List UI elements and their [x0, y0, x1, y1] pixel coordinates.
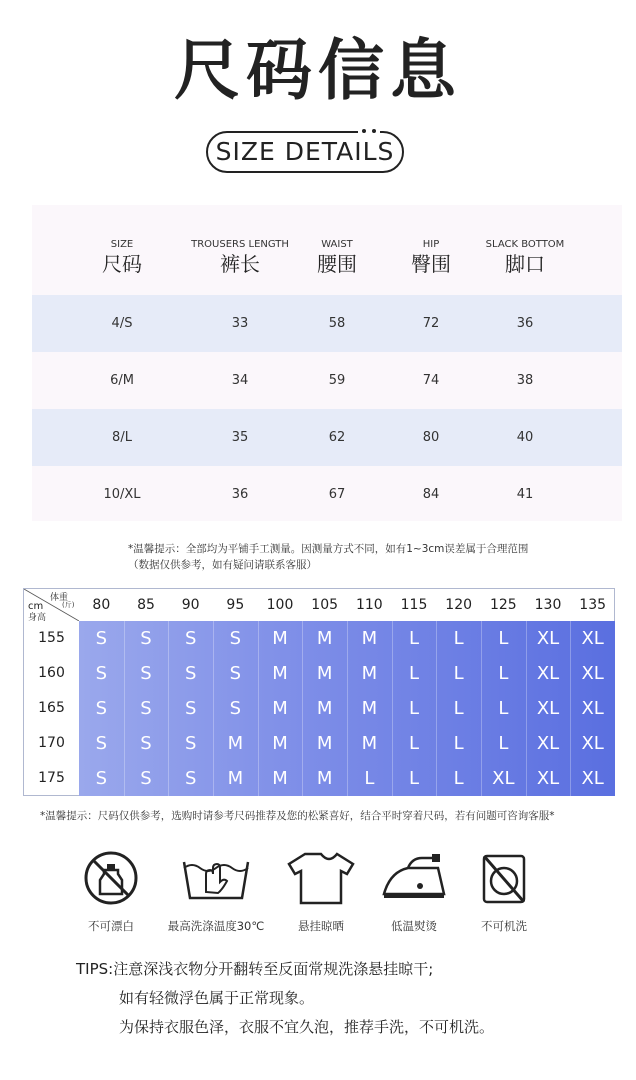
- fit-cell: XL: [536, 768, 560, 789]
- fit-cell: L: [453, 768, 464, 789]
- fit-cell: M: [272, 628, 288, 649]
- fit-cell: XL: [581, 698, 604, 719]
- weight-header: 85: [137, 597, 155, 613]
- height-label: 160: [38, 665, 65, 681]
- fit-cell: XL: [536, 733, 560, 754]
- care-label: 低温熨烫: [391, 919, 437, 933]
- fit-cell: XL: [581, 768, 604, 789]
- note-line: *温馨提示：全部均为平铺手工测量。因测量方式不同，如有1~3cm误差属于合理范围: [128, 543, 529, 555]
- fit-cell: M: [272, 733, 288, 754]
- hang-dry-icon: [281, 848, 361, 908]
- cell-bottom: 41: [516, 487, 534, 502]
- fit-cell: L: [453, 733, 464, 754]
- fit-cell: S: [95, 628, 108, 649]
- height-label: 175: [38, 770, 65, 786]
- weight-header: 95: [226, 597, 245, 613]
- grid-divider: [213, 621, 214, 796]
- wash-temperature-icon: [176, 848, 256, 908]
- cell-bottom: 40: [516, 430, 534, 445]
- weight-header: 120: [445, 597, 473, 613]
- fit-cell: XL: [492, 768, 515, 789]
- fit-cell: M: [316, 768, 333, 789]
- cell-length: 36: [231, 487, 249, 502]
- size-table-header: [32, 205, 622, 291]
- fit-cell: S: [184, 733, 197, 754]
- page-title: 尺码信息: [174, 32, 462, 109]
- subtitle-badge: [206, 131, 404, 173]
- fit-cell: M: [361, 628, 378, 649]
- weight-header: 80: [92, 597, 111, 613]
- header-trousers-length: TROUSERS LENGTH 裤长: [191, 239, 289, 276]
- header-size: SIZE 尺码: [102, 239, 142, 276]
- header-hip: HIP 臀围: [411, 239, 451, 276]
- cell-waist: 59: [328, 373, 346, 388]
- weight-header: 115: [400, 597, 428, 613]
- table-corner: [24, 589, 79, 621]
- cell-length: 33: [231, 316, 249, 331]
- fit-grid: [79, 621, 615, 796]
- fit-cell: S: [95, 768, 108, 789]
- fit-cell: XL: [536, 698, 560, 719]
- cell-length: 34: [231, 373, 249, 388]
- fit-cell: S: [140, 698, 152, 719]
- cell-waist: 58: [328, 316, 346, 331]
- fit-cell: M: [227, 733, 244, 754]
- fit-cell: S: [184, 698, 197, 719]
- subtitle-text: SIZE DETAILS: [215, 137, 395, 166]
- grid-divider: [347, 621, 348, 796]
- fit-cell: L: [453, 698, 464, 719]
- size-advice-note: *温馨提示：尺码仅供参考，选购时请参考尺码推荐及您的松紧喜好，结合平时穿着尺码，若有问题可咨询客服*: [40, 810, 555, 822]
- fit-cell: M: [316, 628, 333, 649]
- fit-cell: L: [408, 628, 420, 649]
- cell-size: 4/S: [111, 316, 133, 331]
- fit-cell: L: [408, 698, 420, 719]
- fit-cell: L: [453, 628, 464, 649]
- note-line: （数据仅供参考，如有疑问请联系客服）: [128, 559, 317, 571]
- tips-line-2: 如有轻微浮色属于正常现象。: [119, 989, 315, 1007]
- weight-header: 105: [311, 597, 339, 613]
- fit-cell: S: [184, 663, 197, 684]
- weight-header: 125: [489, 597, 517, 613]
- fit-cell: S: [95, 733, 108, 754]
- weight-header: 130: [534, 597, 562, 613]
- height-label: 165: [38, 700, 65, 716]
- fit-cell: M: [316, 663, 333, 684]
- fit-cell: S: [184, 768, 197, 789]
- no-machine-wash-icon: [464, 848, 544, 908]
- care-label: 不可机洗: [481, 919, 527, 933]
- cell-hip: 74: [422, 373, 440, 388]
- fit-cell: S: [140, 733, 152, 754]
- grid-divider: [436, 621, 437, 796]
- fit-cell: M: [361, 698, 378, 719]
- fit-cell: L: [408, 663, 420, 684]
- corner-weight-label: 体重: [50, 593, 69, 603]
- cell-bottom: 36: [516, 316, 534, 331]
- fit-cell: S: [95, 663, 108, 684]
- cell-waist: 62: [328, 430, 346, 445]
- no-bleach-icon: [71, 848, 151, 908]
- tips-line-3: 为保持衣服色泽，衣服不宜久泡，推荐手洗，不可机洗。: [119, 1018, 495, 1036]
- fit-cell: XL: [581, 628, 604, 649]
- fit-cell: S: [229, 663, 242, 684]
- fit-cell: XL: [536, 663, 560, 684]
- cell-hip: 72: [422, 316, 440, 331]
- cell-hip: 80: [422, 430, 440, 445]
- fit-cell: M: [272, 663, 288, 684]
- header-waist: WAIST 腰围: [317, 239, 357, 276]
- fit-cell: L: [498, 698, 509, 719]
- measurement-note: [128, 541, 528, 573]
- fit-cell: M: [272, 768, 288, 789]
- fit-cell: S: [140, 768, 152, 789]
- cell-size: 10/XL: [103, 487, 141, 502]
- table-row: [32, 466, 622, 523]
- corner-unit-label: (斤): [62, 601, 75, 609]
- height-label: 155: [38, 630, 65, 646]
- cell-length: 35: [231, 430, 249, 445]
- cell-size: 6/M: [110, 373, 134, 388]
- fit-cell: M: [361, 733, 378, 754]
- height-label: 170: [38, 735, 65, 751]
- fit-cell: L: [498, 663, 509, 684]
- fit-cell: XL: [536, 628, 560, 649]
- care-label: 最高洗涤温度30℃: [167, 919, 265, 933]
- badge-notch: [358, 127, 380, 135]
- fit-cell: S: [140, 628, 152, 649]
- fit-cell: M: [361, 663, 378, 684]
- fit-cell: XL: [581, 663, 604, 684]
- grid-divider: [124, 621, 125, 796]
- fit-cell: XL: [581, 733, 604, 754]
- cell-hip: 84: [422, 487, 440, 502]
- weight-header: 90: [181, 597, 200, 613]
- weight-header: 100: [266, 597, 294, 613]
- fit-cell: S: [229, 698, 242, 719]
- cell-size: 8/L: [112, 430, 132, 445]
- weight-header: 110: [355, 597, 383, 613]
- fit-cell: S: [95, 698, 108, 719]
- fit-cell: S: [229, 628, 242, 649]
- grid-divider: [168, 621, 169, 796]
- corner-cm-label: cm: [28, 601, 44, 612]
- table-row: [32, 409, 622, 466]
- cell-waist: 67: [328, 487, 346, 502]
- fit-cell: S: [184, 628, 197, 649]
- fit-cell: M: [316, 733, 333, 754]
- grid-divider: [526, 621, 527, 796]
- low-iron-icon: [374, 848, 454, 908]
- care-label: 悬挂晾晒: [298, 919, 344, 933]
- grid-divider: [570, 621, 571, 796]
- fit-cell: L: [364, 768, 375, 789]
- grid-divider: [392, 621, 393, 796]
- weight-header: 135: [579, 597, 607, 613]
- fit-recommendation-table: [23, 588, 615, 796]
- size-table: [32, 205, 622, 521]
- cell-bottom: 38: [516, 373, 534, 388]
- fit-cell: S: [140, 663, 152, 684]
- table-row: [32, 295, 622, 352]
- fit-cell: L: [498, 628, 509, 649]
- fit-cell: L: [408, 768, 420, 789]
- grid-divider: [258, 621, 259, 796]
- fit-cell: L: [498, 733, 509, 754]
- header-slack-bottom: SLACK BOTTOM 脚口: [485, 239, 565, 276]
- grid-divider: [481, 621, 482, 796]
- fit-cell: L: [453, 663, 464, 684]
- fit-cell: L: [408, 733, 420, 754]
- care-label: 不可漂白: [88, 919, 134, 933]
- fit-cell: M: [227, 768, 244, 789]
- fit-cell: M: [272, 698, 288, 719]
- grid-divider: [302, 621, 303, 796]
- fit-cell: M: [316, 698, 333, 719]
- table-row: [32, 352, 622, 409]
- tips-line-1: TIPS:注意深浅衣物分开翻转至反面常规洗涤悬挂晾干;: [76, 960, 434, 978]
- corner-height-label: 身高: [28, 613, 47, 623]
